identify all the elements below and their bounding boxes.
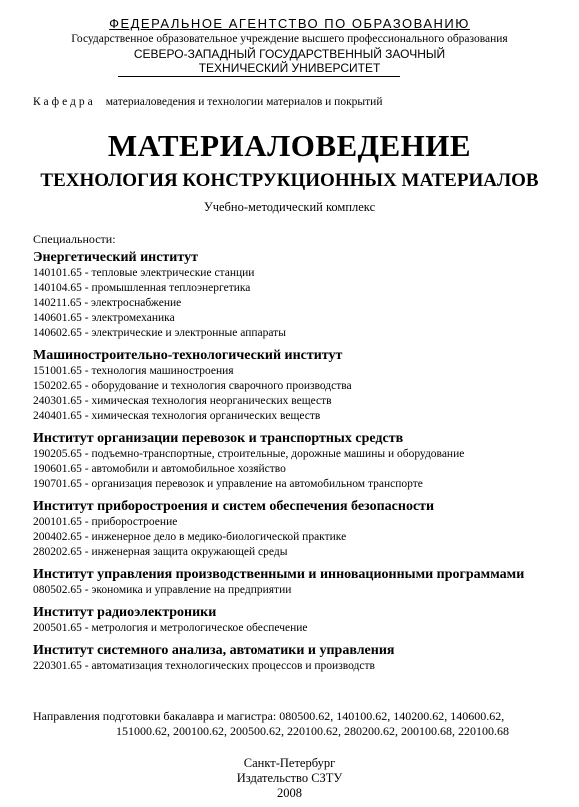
university-name-line1: СЕВЕРО-ЗАПАДНЫЙ ГОСУДАРСТВЕННЫЙ ЗАОЧНЫЙ (133, 47, 446, 61)
specialty-item: 080502.65 - экономика и управление на предприятии (33, 584, 292, 596)
institute-block (33, 431, 553, 492)
specialty-item: 140602.65 - электрические и электронные аппараты (33, 327, 286, 339)
institute-name: Институт организации перевозок и транспортных средств (33, 431, 404, 446)
institute-name: Машиностроительно-технологический институт (33, 348, 343, 363)
institute-block (33, 250, 553, 341)
institute-name: Институт управления производственными и инновационными программами (33, 567, 525, 582)
department-line (33, 96, 382, 108)
department-name: материаловедения и технологии материалов и покрытий (105, 96, 383, 108)
institute-block (33, 348, 553, 424)
specialty-item: 200402.65 - инженерное дело в медико-биологической практике (33, 531, 347, 543)
institute-name: Институт системного анализа, автоматики и управления (33, 643, 395, 658)
header-underline (118, 76, 400, 77)
specialty-item: 150202.65 - оборудование и технология сварочного производства (33, 380, 352, 392)
institute-block (33, 643, 553, 674)
specialty-item: 190205.65 - подъемно-транспортные, строительные, дорожные машины и оборудование (33, 448, 465, 460)
institution-type: Государственное образовательное учреждение высшего профессионального образования (71, 33, 508, 45)
city: Санкт-Петербург (243, 756, 336, 770)
specialty-item: 240301.65 - химическая технология неорганических веществ (33, 395, 332, 407)
specialty-item: 140211.65 - электроснабжение (33, 297, 182, 309)
degree-directions-line1: Направления подготовки бакалавра и магистра: 080500.62, 140100.62, 140200.62, 140600.62, (33, 709, 505, 723)
specialty-item: 240401.65 - химическая технология органических веществ (33, 410, 321, 422)
specialty-item: 200501.65 - метрология и метрологическое обеспечение (33, 622, 308, 634)
specialty-item: 220301.65 - автоматизация технологических процессов и производств (33, 660, 375, 672)
institute-name: Институт радиоэлектроники (33, 605, 217, 620)
university-name-line2: ТЕХНИЧЕСКИЙ УНИВЕРСИТЕТ (198, 61, 381, 75)
degree-directions-line2: 151000.62, 200100.62, 200500.62, 220100.62, 280200.62, 200100.68, 220100.68 (116, 724, 509, 738)
agency-name: ФЕДЕРАЛЬНОЕ АГЕНТСТВО ПО ОБРАЗОВАНИЮ (109, 16, 470, 31)
document-title: МАТЕРИАЛОВЕДЕНИЕ (107, 128, 472, 163)
specialty-item: 200101.65 - приборостроение (33, 516, 178, 528)
year: 2008 (277, 786, 302, 800)
specialty-item: 140104.65 - промышленная теплоэнергетика (33, 282, 251, 294)
specialties-label: Специальности: (33, 232, 116, 246)
degree-directions (33, 709, 553, 739)
institute-name: Институт приборостроения и систем обеспечения безопасности (33, 499, 435, 514)
imprint (0, 756, 579, 801)
publisher: Издательство СЗТУ (236, 771, 343, 785)
document-kind: Учебно-методический комплекс (203, 200, 376, 214)
institutes-list (33, 250, 553, 674)
specialty-item: 190701.65 - организация перевозок и управление на автомобильном транспорте (33, 478, 423, 490)
specialty-item: 280202.65 - инженерная защита окружающей среды (33, 546, 288, 558)
institute-block (33, 605, 553, 636)
document-subtitle: ТЕХНОЛОГИЯ КОНСТРУКЦИОННЫХ МАТЕРИАЛОВ (40, 170, 539, 191)
institute-block (33, 567, 553, 598)
specialty-item: 140601.65 - электромеханика (33, 312, 175, 324)
institute-block (33, 499, 553, 560)
specialty-item: 140101.65 - тепловые электрические станции (33, 267, 255, 279)
specialty-item: 151001.65 - технология машиностроения (33, 365, 234, 377)
institute-name: Энергетический институт (33, 250, 198, 265)
department-label: Кафедра (33, 96, 96, 108)
specialty-item: 190601.65 - автомобили и автомобильное хозяйство (33, 463, 286, 475)
